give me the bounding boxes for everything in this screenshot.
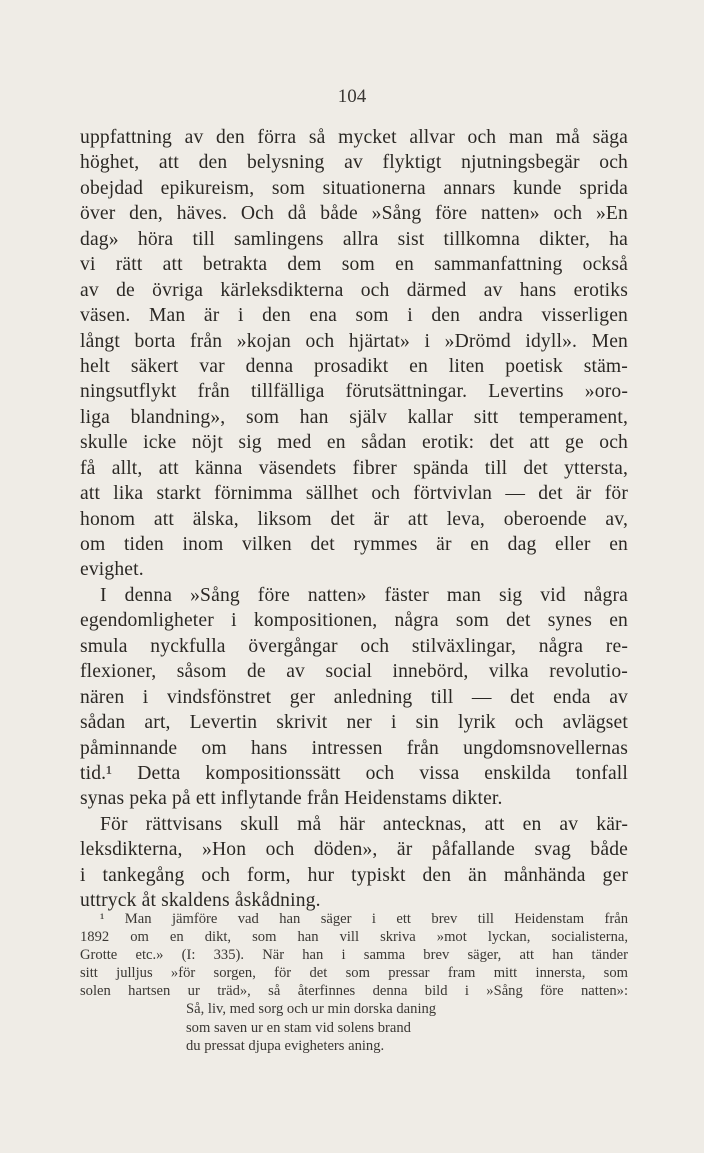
- footnote-line: ¹ Man jämföre vad han säger i ett brev till Heidenstam från: [100, 911, 628, 927]
- verse-line: du pressat djupa evigheters aning.: [186, 1037, 385, 1054]
- body-line: ningsutflykt från tillfälliga förutsättningar. Levertins »oro-: [80, 381, 628, 403]
- body-line: påminnande om hans intressen från ungdomsnovellernas: [80, 737, 628, 759]
- body-line: nären i vindsfönstret ger anledning till — det enda av: [80, 686, 628, 708]
- body-line: i tankegång och form, hur typiskt den än månhända ger: [80, 864, 628, 886]
- body-line: vi rätt att betrakta dem som en sammanfattning också: [80, 254, 628, 276]
- body-line: långt borta från »kojan och hjärtat» i »Drömd idyll». Men: [80, 330, 628, 352]
- body-line: honom att älska, liksom det är att leva, oberoende av,: [80, 508, 628, 530]
- body-line: uttryck åt skaldens åskådning.: [80, 890, 321, 912]
- body-line: över den, häves. Och då både »Sång före natten» och »En: [80, 203, 628, 225]
- footnote-line: 1892 om en dikt, som han vill skriva »mot lyckan, socialisterna,: [80, 929, 628, 946]
- body-line: om tiden inom vilken det rymmes är en dag eller en: [80, 534, 628, 555]
- footnote-line: Grotte etc.» (I: 335). När han i samma brev säger, att han tänder: [80, 947, 628, 964]
- body-line: få allt, att känna väsendets fibrer spända till det yttersta,: [80, 457, 628, 479]
- body-line: av de övriga kärleksdikterna och därmed av hans erotiks: [80, 279, 628, 301]
- page-number: 104: [337, 86, 367, 107]
- body-line: tid.¹ Detta kompositionssätt och vissa enskilda tonfall: [80, 762, 628, 784]
- body-line: synas peka på ett inflytande från Heidenstams dikter.: [80, 788, 503, 810]
- body-line: helt säkert var denna prosadikt en liten poetisk stäm-: [80, 355, 628, 377]
- verse-line: Så, liv, med sorg och ur min dorska daning: [186, 1001, 437, 1018]
- verse-line: som saven ur en stam vid solens brand: [186, 1019, 411, 1036]
- body-line: höghet, att den belysning av flyktigt njutningsbegär och: [80, 152, 628, 174]
- body-line: För rättvisans skull må här antecknas, att en av kär-: [100, 813, 628, 835]
- body-line: evighet.: [80, 559, 144, 581]
- body-line: I denna »Sång före natten» fäster man sig vid några: [100, 584, 628, 606]
- footnote: [80, 910, 628, 1055]
- body-line: skulle icke nöjt sig med en sådan erotik: det att ge och: [80, 432, 628, 454]
- body-line: väsen. Man är i den ena som i den andra visserligen: [80, 305, 628, 327]
- body-line: liga blandning», som han själv kallar sitt temperament,: [80, 406, 628, 428]
- body-line: obejdad epikureism, som situationerna annars kunde sprida: [80, 177, 628, 199]
- body-line: uppfattning av den förra så mycket allvar och man må säga: [80, 127, 628, 148]
- body-line: flexioner, såsom de av social innebörd, vilka revolutio-: [80, 661, 628, 683]
- footnote-line: solen hartsen ur träd», så återfinnes denna bild i »Sång före natten»:: [80, 983, 628, 1000]
- footnote-line: sitt julljus »för sorgen, för det som pressar fram mitt innersta, som: [80, 965, 628, 982]
- body-line: sådan art, Levertin skrivit ner i sin lyrik och avlägset: [80, 712, 628, 734]
- body-line: att lika starkt förnimma sällhet och förtvivlan — det är för: [80, 483, 628, 505]
- body-line: smula nyckfulla övergångar och stilväxlingar, några re-: [80, 635, 628, 657]
- body-text: [80, 125, 628, 914]
- body-line: egendomligheter i kompositionen, några som det synes en: [80, 610, 628, 632]
- body-line: leksdikterna, »Hon och döden», är påfallande svag både: [80, 839, 628, 861]
- body-line: dag» höra till samlingens allra sist tillkomna dikter, ha: [80, 228, 628, 250]
